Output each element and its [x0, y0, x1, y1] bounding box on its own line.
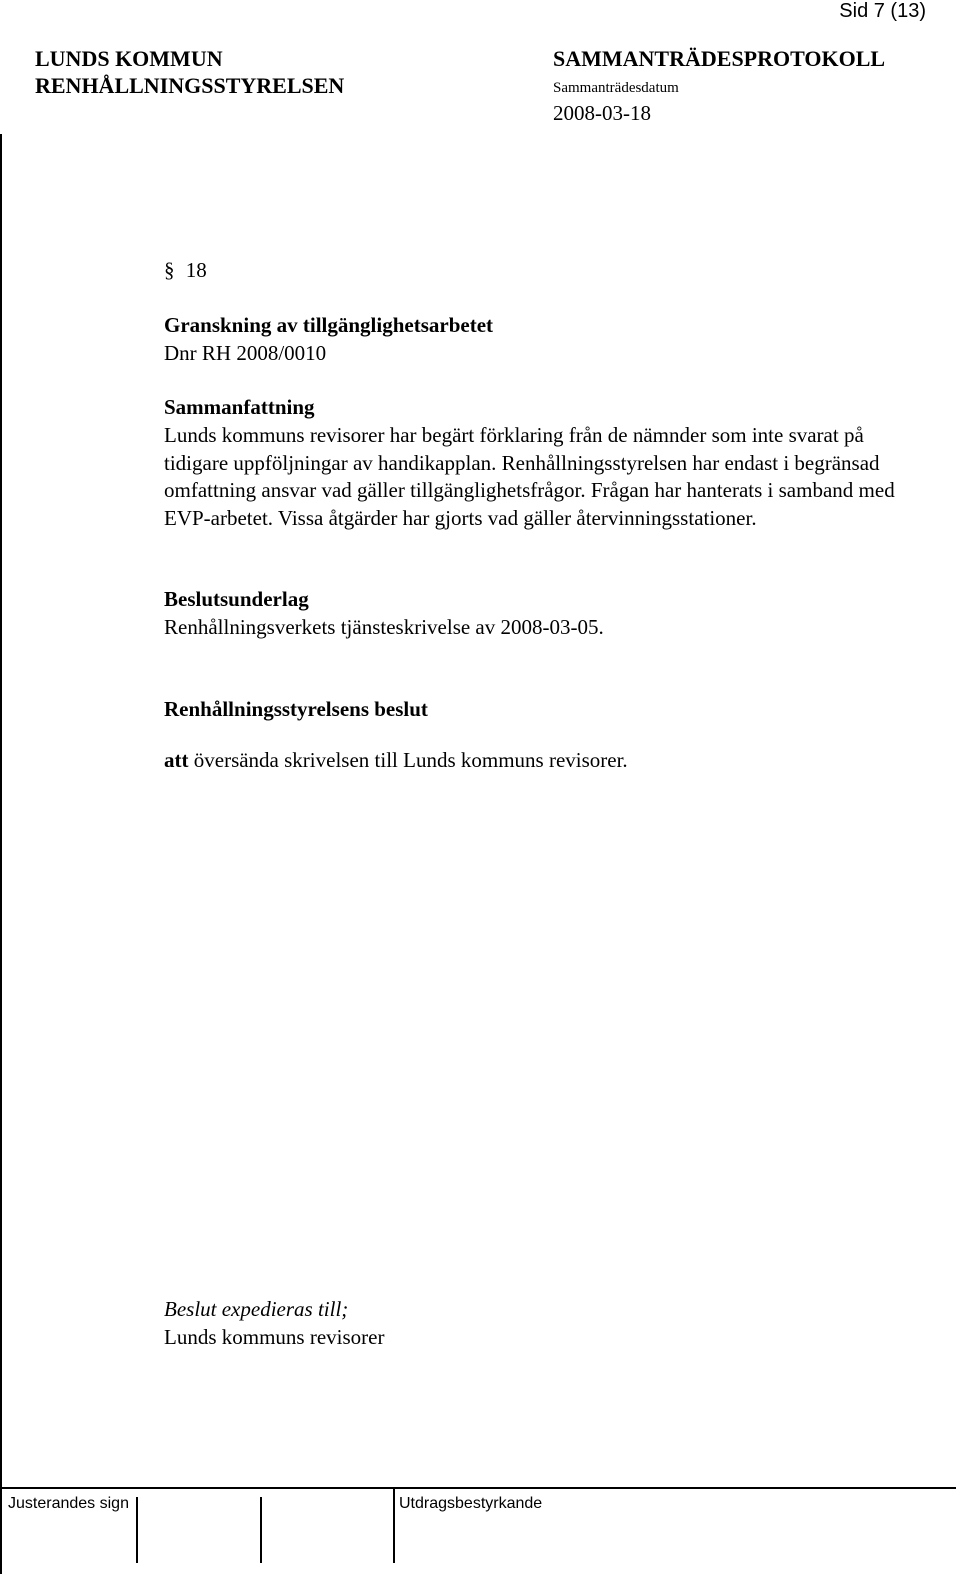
document-type: SAMMANTRÄDESPROTOKOLL: [553, 46, 886, 71]
board-name: RENHÅLLNINGSSTYRELSEN: [35, 73, 345, 98]
summary-text: Lunds kommuns revisorer har begärt förklaring från de nämnder som inte svarat på tidigare uppföljningar av handikapplan. Renhållningsstyrelsen har endast i begränsad omfattning ansvar vad gäller tillgänglighetsfrågor. Frågan har hanterats i samband med EVP-arbetet. Vissa åtgärder har gjorts vad gäller återvinningsstationer.: [164, 423, 895, 530]
decision-keyword: att: [164, 748, 189, 772]
certifying-label: Utdragsbestyrkande: [399, 1495, 543, 1512]
section-number: 18: [185, 258, 207, 282]
basis-heading: Beslutsunderlag: [164, 587, 309, 611]
signing-label: Justerandes sign: [8, 1495, 129, 1512]
meeting-date: 2008-03-18: [553, 101, 651, 125]
footer-divider-1: [136, 1497, 138, 1563]
section-title: Granskning av tillgänglighetsarbetet: [164, 313, 494, 337]
dispatch-recipient: Lunds kommuns revisorer: [164, 1325, 385, 1349]
page-number: Sid 7 (13): [839, 0, 926, 22]
section-heading: [164, 258, 207, 283]
organization-name: LUNDS KOMMUN: [35, 46, 223, 71]
summary-heading: Sammanfattning: [164, 395, 315, 419]
meeting-date-label: Sammanträdesdatum: [553, 80, 679, 96]
dispatch-heading: Beslut expedieras till;: [164, 1297, 349, 1321]
footer-divider-3: [393, 1489, 395, 1563]
section-symbol: §: [164, 258, 175, 282]
decision-statement: [164, 748, 628, 773]
decision-heading: Renhållningsstyrelsens beslut: [164, 697, 428, 721]
reference-number: Dnr RH 2008/0010: [164, 341, 327, 365]
footer-divider-2: [260, 1497, 262, 1563]
left-margin-rule: [0, 134, 2, 1574]
basis-text: Renhållningsverkets tjänsteskrivelse av 2008-03-05.: [164, 615, 604, 639]
decision-text: översända skrivelsen till Lunds kommuns revisorer.: [193, 748, 628, 772]
footer-top-rule: [0, 1487, 956, 1489]
